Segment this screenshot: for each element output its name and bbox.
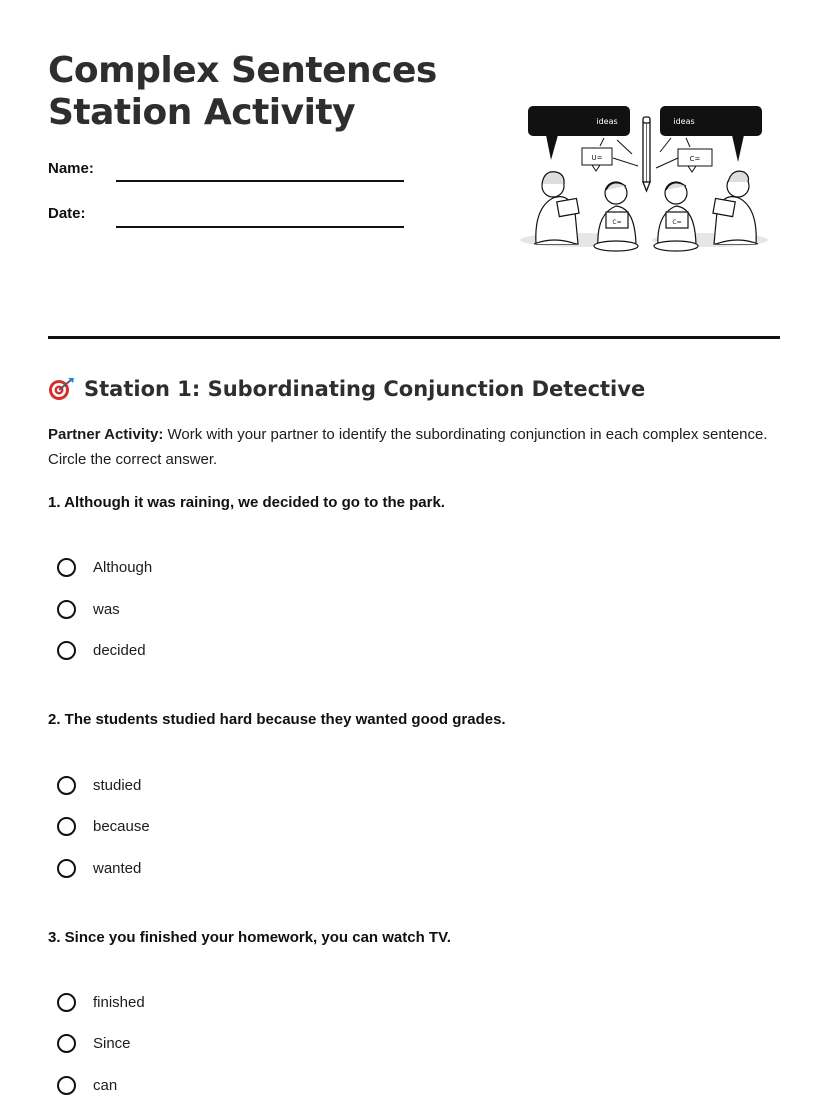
question-2-option-3[interactable] <box>57 856 141 880</box>
question-2-prompt: 2. The students studied hard because they wanted good grades. <box>48 711 506 728</box>
radio-circle-icon[interactable] <box>57 993 76 1012</box>
student-3 <box>654 182 698 251</box>
radio-circle-icon[interactable] <box>57 641 76 660</box>
option-label: Since <box>93 1034 131 1052</box>
radio-circle-icon[interactable] <box>57 1034 76 1053</box>
radio-circle-icon[interactable] <box>57 817 76 836</box>
option-label: wanted <box>93 859 142 877</box>
option-label: Although <box>93 558 153 576</box>
laptop-1-text: C= <box>612 219 622 226</box>
question-3-option-2[interactable] <box>57 1031 131 1055</box>
question-1-option-3[interactable] <box>57 638 146 662</box>
option-label: decided <box>93 641 146 659</box>
instruction-text: Work with your partner to identify the subordinating conjunction in each complex sentence. Circle the correct answer. <box>48 426 768 468</box>
note-right-text: C= <box>689 155 701 163</box>
instructions <box>48 422 768 472</box>
page-title <box>48 50 437 134</box>
radio-circle-icon[interactable] <box>57 600 76 619</box>
bubble-left-text: ideas <box>596 117 618 126</box>
question-2-option-2[interactable] <box>57 814 150 838</box>
student-4 <box>713 171 758 244</box>
section-divider <box>48 336 780 339</box>
radio-circle-icon[interactable] <box>57 776 76 795</box>
option-label: can <box>93 1076 118 1094</box>
question-1-option-2[interactable] <box>57 597 120 621</box>
question-1-prompt: 1. Although it was raining, we decided to go to the park. <box>48 494 445 511</box>
name-field[interactable] <box>116 180 404 182</box>
option-label: was <box>93 600 120 618</box>
option-label: finished <box>93 993 145 1011</box>
laptop-2-text: C= <box>672 219 682 226</box>
question-3-option-3[interactable] <box>57 1073 117 1097</box>
student-1 <box>534 172 579 244</box>
student-2 <box>594 182 638 251</box>
station-heading <box>48 374 645 404</box>
note-left-text: U= <box>591 154 603 162</box>
instruction-lead: Partner Activity: <box>48 426 164 443</box>
question-3-option-1[interactable] <box>57 990 145 1014</box>
question-2-option-1[interactable] <box>57 773 141 797</box>
date-label: Date: <box>48 205 86 222</box>
station-title: Station 1: Subordinating Conjunction Detective <box>84 377 646 401</box>
option-label: studied <box>93 776 142 794</box>
target-icon <box>48 377 75 401</box>
question-3-prompt: 3. Since you finished your homework, you can watch TV. <box>48 929 451 946</box>
title-line-2: Station Activity <box>48 92 356 133</box>
question-1-option-1[interactable] <box>57 555 152 579</box>
radio-circle-icon[interactable] <box>57 859 76 878</box>
pencil-icon <box>643 117 650 191</box>
date-field[interactable] <box>116 226 404 228</box>
bubble-right-text: ideas <box>673 117 695 126</box>
option-label: because <box>93 817 150 835</box>
radio-circle-icon[interactable] <box>57 1076 76 1095</box>
name-label: Name: <box>48 160 94 177</box>
students-brainstorming-illustration <box>520 98 770 260</box>
radio-circle-icon[interactable] <box>57 558 76 577</box>
title-line-1: Complex Sentences <box>48 50 437 91</box>
